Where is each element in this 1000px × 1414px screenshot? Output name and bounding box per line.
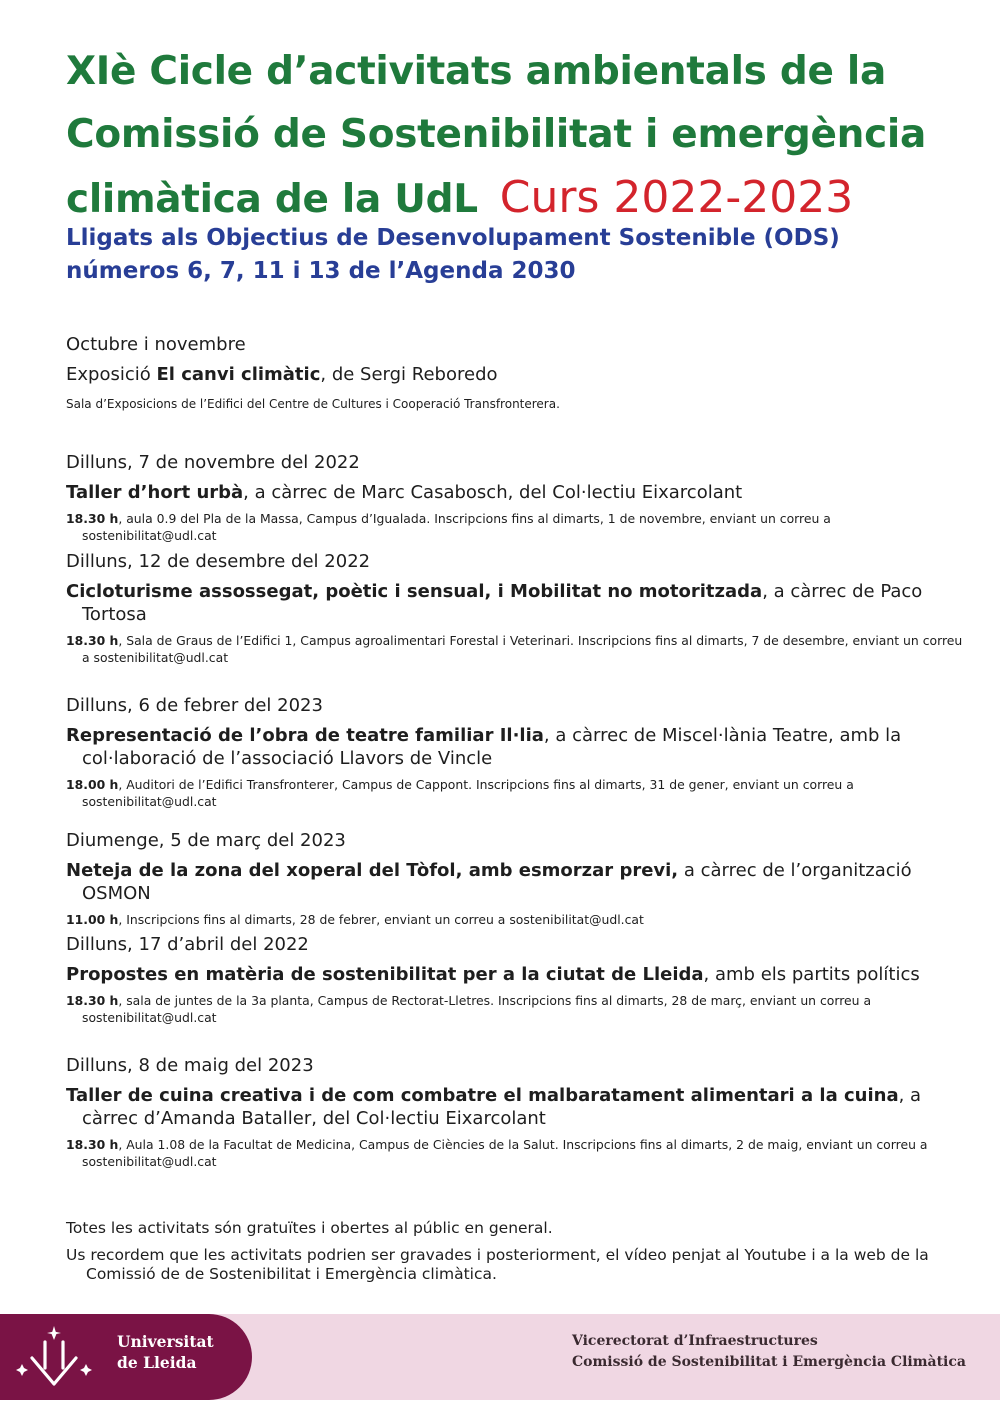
event-title-bold: Propostes en matèria de sostenibilitat per a la ciutat de Lleida [66, 964, 704, 985]
title-line-3: climàtica de la UdL [66, 177, 478, 222]
event-detail-text: , Inscripcions fins al dimarts, 28 de febrer, enviant un correu a sostenibilitat@udl.cat [118, 912, 644, 927]
event-title-suffix: , a càrrec d’Amanda Bataller, del Col·lectiu Eixarcolant [82, 1085, 922, 1129]
office-line-1: Vicerectorat d’Infraestructures [572, 1333, 818, 1349]
event-title-bold: Taller d’hort urbà [66, 482, 244, 503]
event-date: Dilluns, 7 de novembre del 2022 [66, 452, 360, 473]
university-name [117, 1331, 214, 1373]
event-title [66, 724, 966, 770]
event-title-bold: Taller de cuina creativa i de com combatre el malbaratament alimentari a la cuina [66, 1085, 899, 1106]
event-title [66, 580, 966, 626]
event-title-suffix: , amb els partits polítics [703, 964, 920, 985]
event-time: 18.30 h [66, 511, 119, 526]
event-item [66, 694, 966, 810]
event-detail-text: , aula 0.9 del Pla de la Massa, Campus d’Igualada. Inscripcions fins al dimarts, 1 de novembre, enviant un correu a sostenibilitat@udl.cat [82, 511, 831, 543]
event-title [66, 963, 966, 986]
event-time: 18.30 h [66, 993, 119, 1008]
event-title [66, 859, 966, 905]
event-item [66, 1054, 966, 1170]
event-detail-text: , Aula 1.08 de la Facultat de Medicina, Campus de Ciències de la Salut. Inscripcions fins al dimarts, 2 de maig, enviant un correu a sostenibilitat@udl.cat [82, 1137, 928, 1169]
event-title-bold: Neteja de la zona del xoperal del Tòfol, amb esmorzar previ, [66, 860, 679, 881]
event-detail [66, 1136, 966, 1170]
event-item [66, 829, 966, 928]
event-time: 18.30 h [66, 1137, 119, 1152]
event-item [66, 550, 966, 666]
closing-note: Totes les activitats són gratuïtes i obertes al públic en general. [66, 1219, 553, 1237]
university-name-line-1: Universitat [117, 1332, 214, 1351]
event-detail-text: , sala de juntes de la 3a planta, Campus de Rectorat-Lletres. Inscripcions fins al dimarts, 28 de març, enviant un correu a sostenibilitat@udl.cat [82, 993, 872, 1025]
event-title-suffix: , a càrrec de Marc Casabosch, del Col·lectiu Eixarcolant [243, 482, 743, 503]
event-item [66, 451, 966, 544]
event-title-bold: Cicloturisme assossegat, poètic i sensual, i Mobilitat no motoritzada [66, 581, 763, 602]
event-date: Dilluns, 8 de maig del 2023 [66, 1055, 314, 1076]
event-title [66, 481, 966, 504]
event-detail: Sala d’Exposicions de l’Edifici del Centre de Cultures i Cooperació Transfronterera. [66, 397, 560, 411]
event-title-suffix: , a càrrec de Miscel·lània Teatre, amb la col·laboració de l’associació Llavors de Vincle [82, 725, 902, 769]
event-detail-text: , Sala de Graus de l’Edifici 1, Campus agroalimentari Forestal i Veterinari. Inscripcions fins al dimarts, 7 de desembre, enviant un correu a sostenibilitat@udl.cat [82, 633, 963, 665]
event-title [66, 363, 966, 386]
event-title-suffix: a càrrec de l’organització OSMON [82, 860, 912, 904]
event-detail [66, 510, 966, 544]
office-line-2: Comissió de Sostenibilitat i Emergència Climàtica [572, 1354, 966, 1370]
event-time: 18.30 h [66, 633, 119, 648]
event-date: Dilluns, 12 de desembre del 2022 [66, 551, 371, 572]
title-line-2: Comissió de Sostenibilitat i emergència [66, 112, 927, 157]
event-detail [66, 632, 966, 666]
event-date: Octubre i novembre [66, 334, 246, 355]
closing-note: Us recordem que les activitats podrien ser gravades i posteriorment, el vídeo penjat al Youtube i a la web de la Comissió de de Sostenibilitat i Emergència climàtica. [66, 1246, 929, 1283]
page-subtitle [66, 222, 966, 288]
closing-notes [66, 1219, 966, 1292]
event-item [66, 933, 966, 1026]
subtitle-line-2: números 6, 7, 11 i 13 de l’Agenda 2030 [66, 258, 576, 284]
event-time: 18.00 h [66, 777, 119, 792]
university-logo-icon [14, 1324, 94, 1390]
subtitle-line-1: Lligats als Objectius de Desenvolupament Sostenible (ODS) [66, 225, 840, 251]
event-title-suffix: , de Sergi Reboredo [320, 364, 498, 385]
course-year: Curs 2022-2023 [499, 172, 854, 223]
event-detail-text: , Auditori de l’Edifici Transfronterer, Campus de Cappont. Inscripcions fins al dimarts, 31 de gener, enviant un correu a sostenibilitat@udl.cat [82, 777, 854, 809]
event-date: Dilluns, 17 d’abril del 2022 [66, 934, 309, 955]
page-title [66, 40, 986, 231]
event-title [66, 1084, 966, 1130]
event-title-bold: El canvi climàtic [156, 364, 321, 385]
event-detail [66, 992, 966, 1026]
footer-office [572, 1331, 966, 1373]
event-title-suffix: , a càrrec de Paco Tortosa [82, 581, 923, 625]
event-detail [66, 911, 966, 928]
university-name-line-2: de Lleida [117, 1353, 197, 1372]
event-title-bold: Representació de l’obra de teatre familiar Il·lia [66, 725, 544, 746]
event-detail [66, 776, 966, 810]
event-date: Dilluns, 6 de febrer del 2023 [66, 695, 323, 716]
event-title-prefix: Exposició [66, 364, 157, 385]
event-time: 11.00 h [66, 912, 119, 927]
event-date: Diumenge, 5 de març del 2023 [66, 830, 346, 851]
event-item [66, 333, 966, 412]
title-line-1: XIè Cicle d’activitats ambientals de la [66, 49, 886, 94]
